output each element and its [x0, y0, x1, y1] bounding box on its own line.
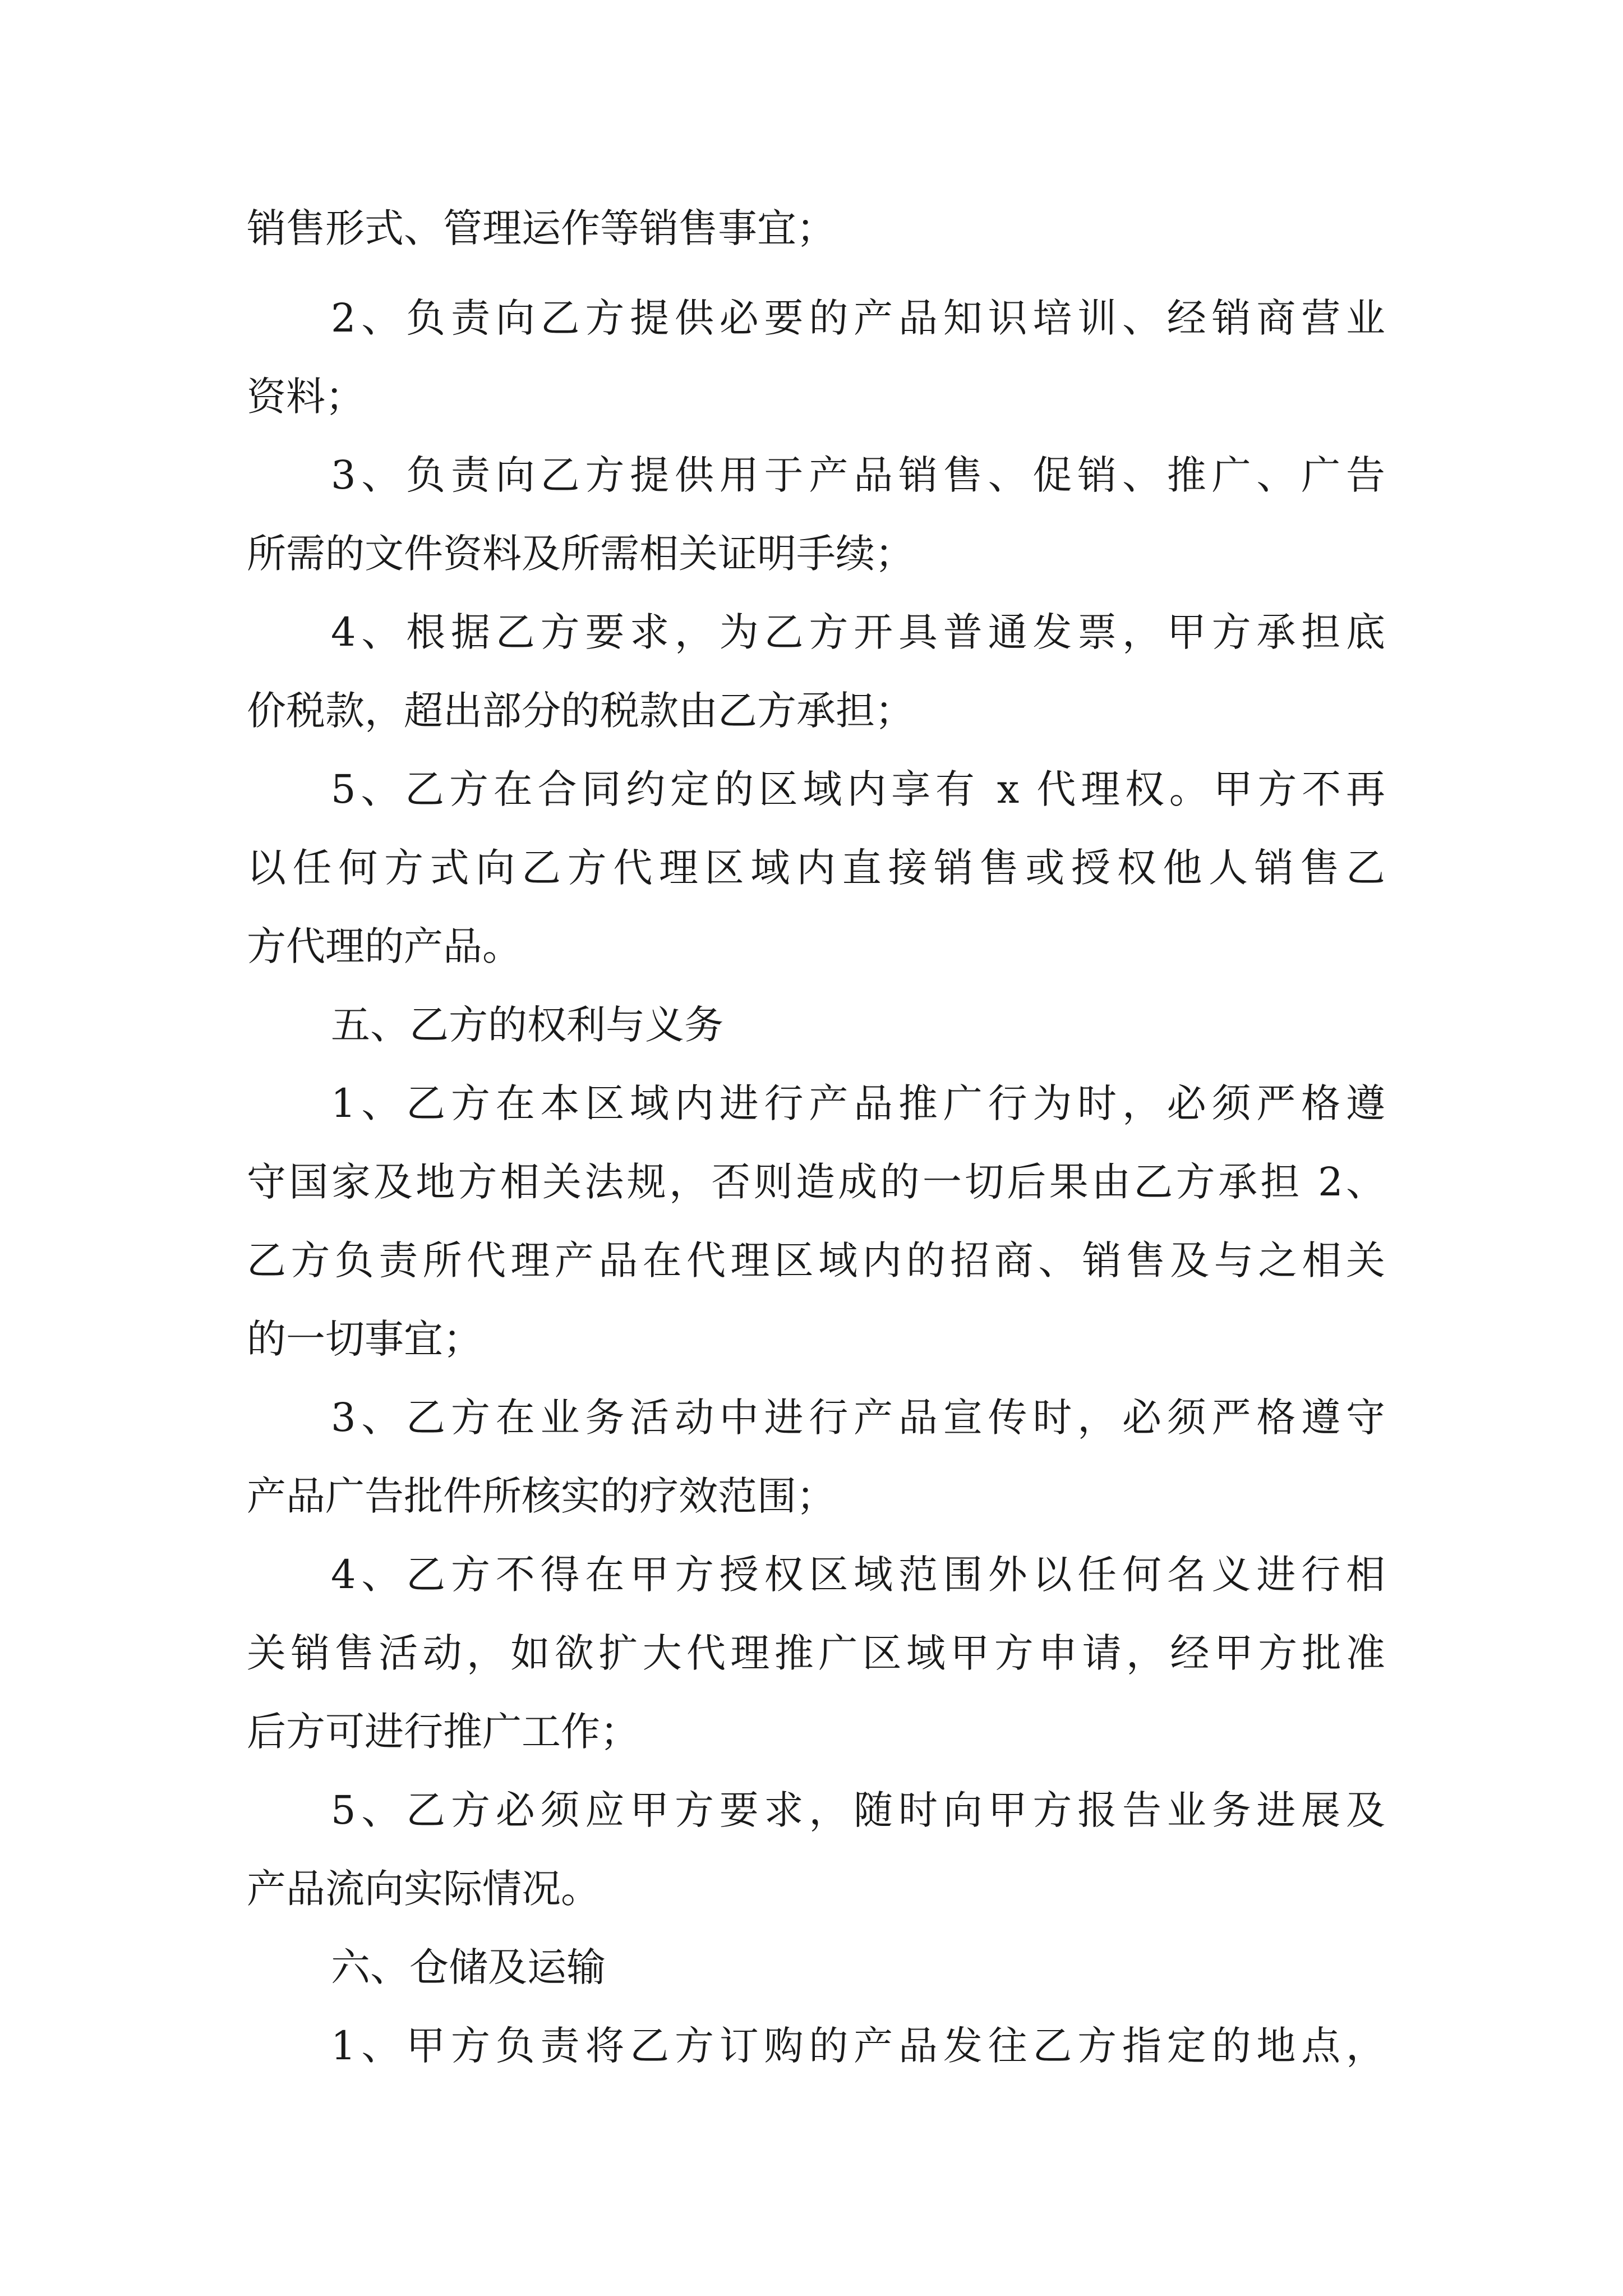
text-line: 销售形式、管理运作等销售事宜； [247, 205, 836, 251]
text-line: 资料； [247, 374, 365, 420]
text-line: 产品广告批件所核实的疗效范围； [247, 1473, 836, 1519]
text-line: 产品流向实际情况。 [247, 1866, 600, 1912]
text-line: 1、乙方在本区域内进行产品推广行为时，必须严格遵 [331, 1080, 1385, 1126]
text-line: 1、甲方负责将乙方订购的产品发往乙方指定的地点， [331, 2023, 1385, 2069]
text-line: 价税款，超出部分的税款由乙方承担； [247, 688, 914, 734]
text-line: 5、乙方必须应甲方要求，随时向甲方报告业务进展及 [331, 1787, 1385, 1833]
text-line: 2、负责向乙方提供必要的产品知识培训、经销商营业 [331, 295, 1385, 341]
text-line: 守国家及地方相关法规，否则造成的一切后果由乙方承担 2、 [247, 1159, 1385, 1205]
text-line: 3、乙方在业务活动中进行产品宣传时，必须严格遵守 [331, 1395, 1385, 1441]
section-heading: 六、仓储及运输 [331, 1944, 606, 1990]
text-line: 乙方负责所代理产品在代理区域内的招商、销售及与之相关 [247, 1237, 1385, 1283]
text-line: 以任何方式向乙方代理区域内直接销售或授权他人销售乙 [247, 845, 1385, 891]
text-line: 后方可进行推广工作； [247, 1709, 639, 1755]
section-heading: 五、乙方的权利与义务 [331, 1002, 723, 1048]
text-line: 4、乙方不得在甲方授权区域范围外以任何名义进行相 [331, 1552, 1385, 1598]
text-line: 5、乙方在合同约定的区域内享有 x 代理权。甲方不再 [331, 766, 1385, 812]
text-line: 方代理的产品。 [247, 923, 522, 969]
text-line: 3、负责向乙方提供用于产品销售、促销、推广、广告 [331, 452, 1385, 498]
text-line: 所需的文件资料及所需相关证明手续； [247, 531, 914, 577]
text-line: 关销售活动，如欲扩大代理推广区域甲方申请，经甲方批准 [247, 1630, 1385, 1676]
text-line: 的一切事宜； [247, 1316, 482, 1362]
text-line: 4、根据乙方要求，为乙方开具普通发票，甲方承担底 [331, 609, 1385, 655]
